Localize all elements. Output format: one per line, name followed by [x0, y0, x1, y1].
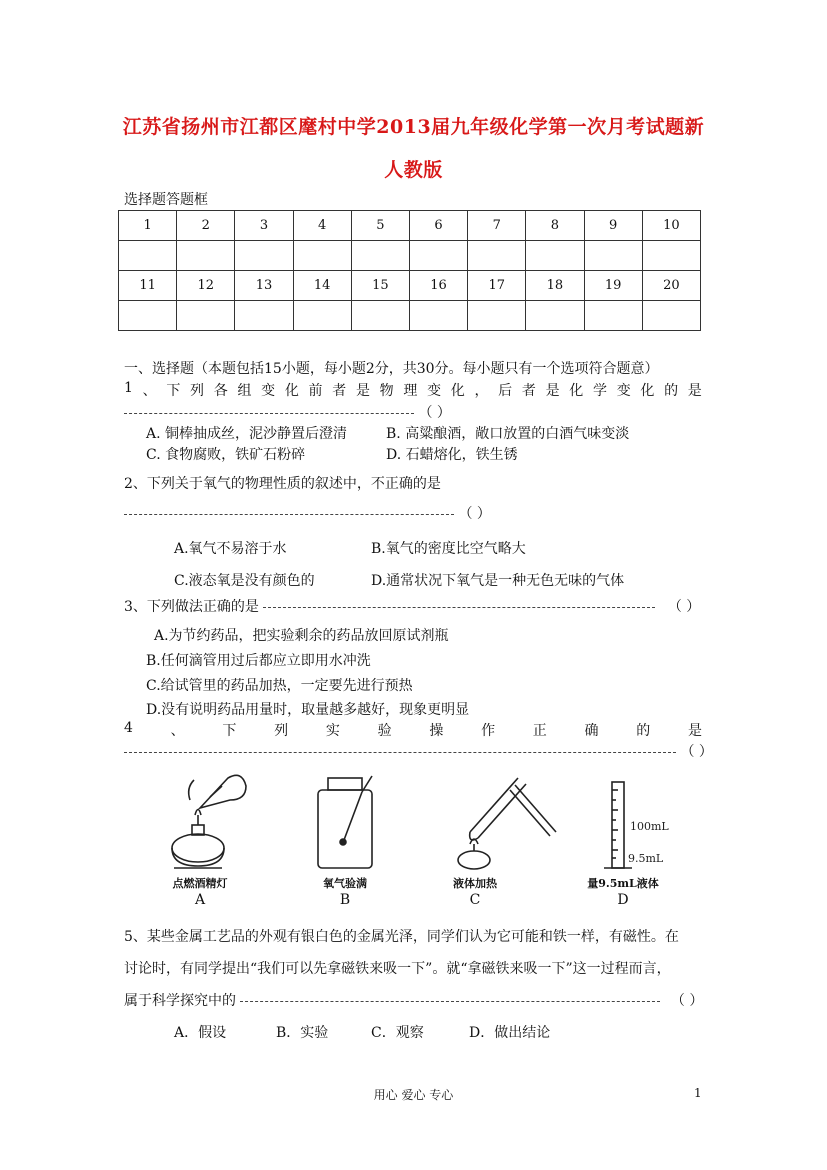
- q1-stem-char: 是: [355, 383, 370, 399]
- caption-b: 氧气验满: [323, 877, 367, 890]
- letter-b: B: [339, 892, 351, 908]
- q1-stem-char: 变: [261, 383, 276, 399]
- answer-blank-cell[interactable]: [642, 301, 700, 331]
- answer-blank-cell[interactable]: [293, 301, 351, 331]
- answer-blank-row-1: [119, 241, 701, 271]
- answer-number-cell: 3: [235, 211, 293, 241]
- q3-option-c: C.给试管里的药品加热，一定要先进行预热: [146, 678, 413, 694]
- answer-number-row-1: [119, 211, 701, 241]
- q1-paren: （ ）: [418, 405, 451, 421]
- answer-number-cell: 12: [177, 271, 235, 301]
- q5-stem-line1: 5、某些金属工艺品的外观有银白色的金属光泽，同学们认为它可能和铁一样，有磁性。在: [124, 929, 679, 945]
- answer-blank-cell[interactable]: [409, 301, 467, 331]
- q5-option-c: C．观察: [371, 1025, 424, 1041]
- q1-stem-char: 后: [498, 383, 513, 399]
- letter-a: A: [194, 892, 206, 908]
- q3-stem-line: [124, 596, 700, 616]
- q1-stem-char: 变: [427, 383, 442, 399]
- q5-option-d: D．做出结论: [469, 1025, 551, 1041]
- q1-stem-char: 理: [403, 383, 418, 399]
- q1-stem-char: 是: [545, 383, 560, 399]
- q4-experiment-figure: [150, 770, 680, 910]
- q1-stem-char: 化: [640, 383, 655, 399]
- answer-number-cell: 8: [526, 211, 584, 241]
- q1-stem-char: 是: [687, 383, 702, 399]
- caption-a: 点燃酒精灯: [172, 877, 228, 890]
- answer-blank-cell[interactable]: [468, 241, 526, 271]
- answer-number-cell: 17: [468, 271, 526, 301]
- q1-stem-char: 学: [592, 383, 607, 399]
- q2-dash: [124, 514, 454, 515]
- q1-stem-char: 各: [213, 383, 228, 399]
- q5-stem-line3: [124, 990, 703, 1010]
- answer-blank-cell[interactable]: [235, 241, 293, 271]
- q3-option-a: A.为节约药品，把实验剩余的药品放回原试剂瓶: [154, 628, 449, 644]
- q1-stem-char: 化: [284, 383, 299, 399]
- q1-stem-char: 物: [379, 383, 394, 399]
- caption-c: 液体加热: [453, 877, 497, 890]
- cylinder-top-label: 100mL: [630, 820, 669, 833]
- q4-stem-char: 验: [377, 723, 392, 739]
- q1-answer-line: [124, 402, 451, 422]
- oxygen-bottle-drawing: [318, 776, 372, 868]
- answer-number-cell: 11: [119, 271, 177, 301]
- q4-stem-char: 下: [222, 723, 237, 739]
- q2-option-a: A.氧气不易溶于水: [174, 541, 287, 557]
- letter-c: C: [469, 892, 481, 908]
- answer-number-cell: 16: [409, 271, 467, 301]
- alcohol-lamp-drawing: [172, 775, 246, 868]
- answer-blank-cell[interactable]: [642, 241, 700, 271]
- answer-blank-cell[interactable]: [177, 301, 235, 331]
- q1-stem-char: 1: [124, 380, 133, 396]
- q1-stem-char: 化: [569, 383, 584, 399]
- q4-stem-char: 实: [325, 723, 340, 739]
- q2-paren: （ ）: [458, 506, 491, 522]
- q4-stem-char: 、: [170, 723, 185, 739]
- q4-stem-char: 操: [429, 723, 444, 739]
- q1-stem-char: ，: [474, 383, 489, 399]
- q3-dash: [263, 607, 655, 608]
- test-tube-heating-drawing: [458, 778, 556, 869]
- exam-title-line1: 江苏省扬州市江都区麾村中学2013届九年级化学第一次月考试题新: [122, 116, 705, 138]
- q1-stem-char: 组: [237, 383, 252, 399]
- answer-blank-cell[interactable]: [293, 241, 351, 271]
- answer-number-cell: 20: [642, 271, 700, 301]
- answer-grid: [118, 210, 701, 331]
- answer-blank-cell[interactable]: [584, 301, 642, 331]
- q1-stem-char: 列: [190, 383, 205, 399]
- answer-blank-cell[interactable]: [177, 241, 235, 271]
- answer-number-row-2: [119, 271, 701, 301]
- q1-stem-char: 、: [142, 383, 157, 399]
- exam-title-line2: 人教版: [384, 159, 443, 181]
- answer-box-label: 选择题答题框: [124, 192, 208, 208]
- answer-number-cell: 7: [468, 211, 526, 241]
- answer-number-cell: 4: [293, 211, 351, 241]
- q1-stem-char: 化: [450, 383, 465, 399]
- answer-blank-cell[interactable]: [468, 301, 526, 331]
- q4-dash: [124, 752, 676, 753]
- answer-number-cell: 19: [584, 271, 642, 301]
- q3-paren: （ ）: [667, 599, 701, 615]
- answer-number-cell: 18: [526, 271, 584, 301]
- q1-stem-char: 前: [308, 383, 323, 399]
- answer-blank-cell[interactable]: [351, 241, 409, 271]
- answer-blank-cell[interactable]: [235, 301, 293, 331]
- q2-option-d: D.通常状况下氧气是一种无色无味的气体: [371, 573, 625, 589]
- q2-option-b: B.氧气的密度比空气略大: [371, 541, 526, 557]
- answer-blank-cell[interactable]: [526, 241, 584, 271]
- q2-answer-line: [124, 503, 491, 523]
- q5-stem-text: 属于科学探究中的: [124, 993, 236, 1009]
- q1-dash: [124, 413, 414, 414]
- q3-stem: 3、下列做法正确的是: [124, 599, 259, 615]
- letter-d: D: [617, 892, 629, 908]
- q4-stem-char: 是: [688, 723, 702, 739]
- q1-stem-char: 的: [664, 383, 679, 399]
- answer-blank-cell[interactable]: [119, 301, 177, 331]
- q4-stem-char: 确: [584, 723, 599, 739]
- cylinder-mark-label: 9.5mL: [628, 852, 664, 865]
- q1-stem: [124, 380, 702, 400]
- q5-stem-line2: 讨论时，有同学提出“我们可以先拿磁铁来吸一下”。就“拿磁铁来吸一下”这一过程而言，: [124, 961, 671, 977]
- answer-number-cell: 1: [119, 211, 177, 241]
- q5-paren: （ ）: [670, 993, 704, 1009]
- q1-option-a: A. 铜棒抽成丝，泥沙静置后澄清: [146, 426, 348, 442]
- answer-number-cell: 15: [351, 271, 409, 301]
- answer-blank-cell[interactable]: [351, 301, 409, 331]
- q1-stem-char: 变: [616, 383, 631, 399]
- q4-stem-char: 正: [532, 723, 547, 739]
- answer-blank-cell[interactable]: [584, 241, 642, 271]
- q4-stem-char: 4: [124, 720, 133, 736]
- answer-number-cell: 10: [642, 211, 700, 241]
- answer-number-cell: 6: [409, 211, 467, 241]
- q1-option-c: C. 食物腐败，铁矿石粉碎: [146, 447, 306, 463]
- page-number: 1: [694, 1086, 702, 1100]
- q5-dash: [240, 1001, 660, 1002]
- q1-stem-char: 者: [521, 383, 536, 399]
- q4-answer-line: [124, 741, 713, 761]
- q4-paren: （ ）: [680, 744, 713, 760]
- q1-option-d: D. 石蜡熔化，铁生锈: [386, 447, 518, 463]
- q3-option-d: D.没有说明药品用量时，取量越多越好，现象更明显: [146, 702, 470, 718]
- page-footer: 用心 爱心 专心: [373, 1088, 454, 1102]
- q3-option-b: B.任何滴管用过后都应立即用水冲洗: [146, 653, 371, 669]
- q2-stem: 2、下列关于氧气的物理性质的叙述中，不正确的是: [124, 476, 441, 492]
- q1-option-b: B. 高粱酿酒，敞口放置的白酒气味变淡: [386, 426, 630, 442]
- q2-option-c: C.液态氧是没有颜色的: [174, 573, 315, 589]
- q4-stem: [124, 720, 702, 740]
- answer-blank-row-2: [119, 301, 701, 331]
- answer-number-cell: 13: [235, 271, 293, 301]
- q4-stem-char: 的: [636, 723, 651, 739]
- q5-option-a: A．假设: [174, 1025, 227, 1041]
- answer-number-cell: 5: [351, 211, 409, 241]
- q4-stem-char: 作: [481, 723, 496, 739]
- q4-apparatus-drawings: [150, 770, 680, 875]
- caption-d: 量9.5mL液体: [587, 877, 659, 890]
- q1-stem-char: 者: [332, 383, 347, 399]
- q4-stem-char: 列: [274, 723, 289, 739]
- q1-stem-char: 下: [166, 383, 181, 399]
- answer-number-cell: 2: [177, 211, 235, 241]
- section1-heading: 一、选择题（本题包括15小题，每小题2分，共30分。每小题只有一个选项符合题意）: [124, 361, 659, 377]
- answer-blank-cell[interactable]: [409, 241, 467, 271]
- answer-number-cell: 9: [584, 211, 642, 241]
- answer-blank-cell[interactable]: [119, 241, 177, 271]
- answer-number-cell: 14: [293, 271, 351, 301]
- q5-option-b: B．实验: [276, 1025, 329, 1041]
- answer-blank-cell[interactable]: [526, 301, 584, 331]
